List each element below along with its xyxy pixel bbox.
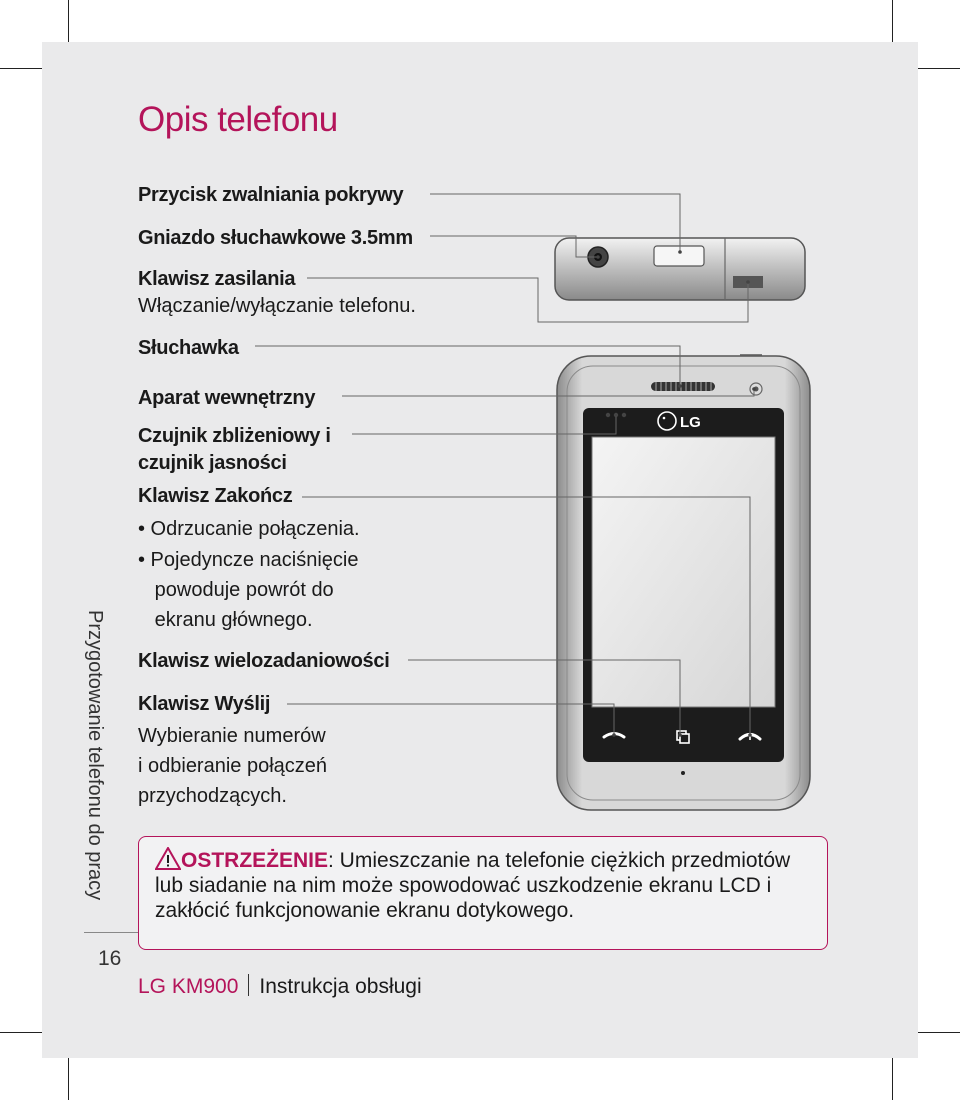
side-tab-label: Przygotowanie telefonu do pracy — [84, 610, 106, 901]
label-send-key-desc-1: Wybieranie numerów — [138, 725, 326, 747]
page-title: Opis telefonu — [138, 100, 338, 139]
footer-manual: Instrukcja obsługi — [259, 975, 422, 998]
label-end-key-desc-3: powoduje powrót do — [138, 579, 334, 601]
label-end-key: Klawisz Zakończ — [138, 485, 293, 507]
label-end-key-desc-2: • Pojedyncze naciśnięcie — [138, 549, 359, 571]
label-proximity-sensor: Czujnik zbliżeniowy i — [138, 425, 331, 447]
label-send-key-desc-3: przychodzących. — [138, 785, 287, 807]
label-front-camera: Aparat wewnętrzny — [138, 387, 316, 409]
label-power-key: Klawisz zasilania — [138, 268, 296, 290]
label-multitask-key: Klawisz wielozadaniowości — [138, 650, 390, 672]
warning-heading: OSTRZEŻENIE — [181, 849, 329, 872]
phone-screen — [592, 437, 775, 707]
label-cover-release: Przycisk zwalniania pokrywy — [138, 184, 404, 206]
label-send-key-desc-2: i odbieranie połączeń — [138, 755, 328, 777]
proximity-sensor — [606, 413, 610, 417]
footer-model: LG KM900 — [138, 975, 239, 998]
warning-body: : Umieszczanie na telefonie ciężkich przedmiotów lub siadanie na nim może spowodować uszkodzenie ekranu LCD i zakłócić funkcjonowanie ekranu dotykowego. — [155, 849, 791, 922]
label-power-key-desc: Włączanie/wyłączanie telefonu. — [138, 295, 416, 317]
label-send-key: Klawisz Wyślij — [138, 693, 271, 715]
label-end-key-desc-4: ekranu głównego. — [138, 609, 313, 631]
label-earpiece: Słuchawka — [138, 337, 239, 359]
label-headset-jack: Gniazdo słuchawkowe 3.5mm — [138, 227, 413, 249]
label-end-key-desc-1: • Odrzucanie połączenia. — [138, 518, 360, 540]
cover-release-button — [654, 246, 704, 266]
page-number: 16 — [98, 947, 122, 970]
phone-front-view — [557, 354, 810, 810]
phone-brand: LG — [680, 414, 701, 431]
label-light-sensor: czujnik jasności — [138, 452, 287, 474]
